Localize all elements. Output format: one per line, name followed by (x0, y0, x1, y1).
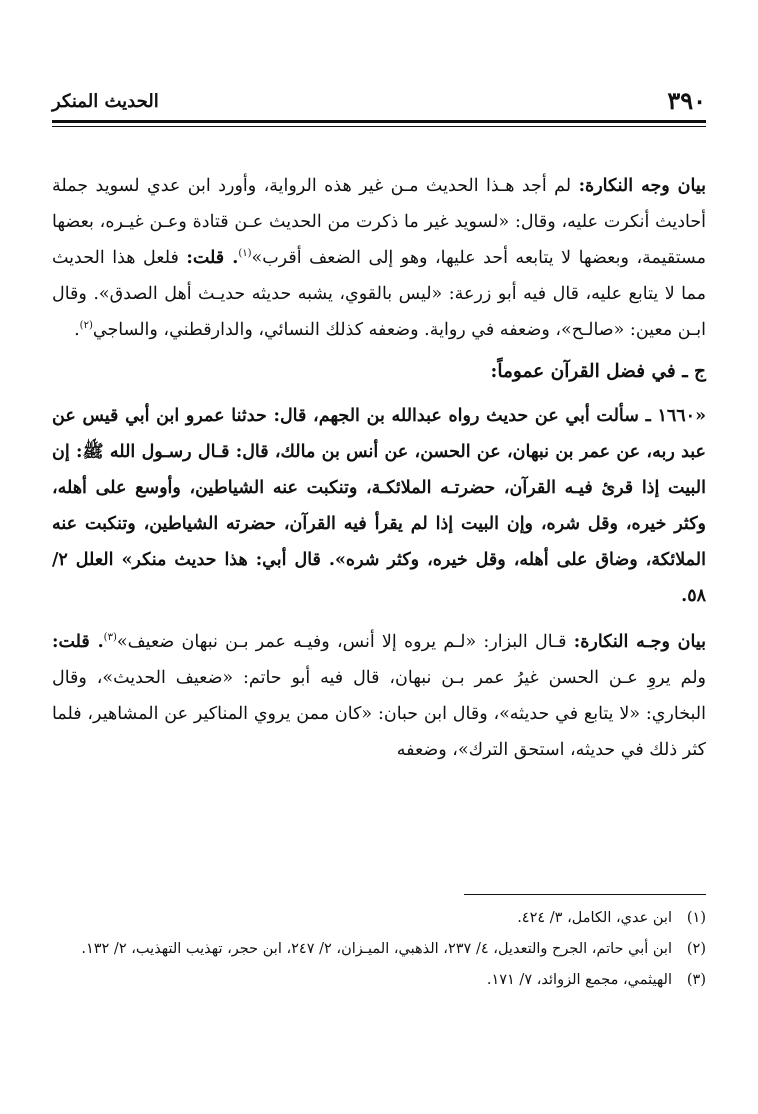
footnote-number: (١) (686, 910, 706, 926)
paragraph-1-end: . (74, 320, 80, 340)
footnote-2 (52, 936, 706, 963)
paragraph-3 (52, 624, 706, 768)
paragraph-1-text: لم أجد هـذا الحديث مـن غير هذه الرواية، وأورد ابن عدي لسويد جملة أحاديث أنكرت عليه، وقال: «لسويد غير ما ذكرت من الحديث عـن قتادة وعـن غيـره، بعضها مستقيمة، وبعضها لا يتابعه أحد عليها، وهو إلى الضعف أقرب» (52, 176, 706, 268)
footnote-1 (52, 905, 706, 932)
footnote-text: ابن عدي، الكامل، ٣/ ٤٢٤. (517, 910, 672, 926)
footnote-ref-3: (٣) (103, 632, 117, 644)
label-nakara: بيان وجه النكارة: (578, 176, 707, 196)
footnote-ref-2: (٢) (79, 320, 93, 332)
header-rule-thin (52, 126, 706, 127)
header-rule-thick (52, 120, 706, 123)
label-qultu: . قلت: (186, 248, 239, 268)
footnote-number: (٣) (686, 972, 706, 988)
section-heading: ج ـ في فضل القرآن عموماً: (490, 361, 706, 382)
label-qultu-2: . قلت: (52, 632, 104, 652)
main-text (52, 168, 706, 768)
paragraph-1-text-2: فلعل هذا الحديث مما لا يتابع عليه، قال فيه أبو زرعة: «ليس بالقوي، يشبه حديثه حديـث أهل الصدق». وقال ابـن معين: «صالـح»، وضعفه في رواية. وضعفه كذلك النسائي، والدارقطني، والساجي (52, 248, 706, 340)
footnote-ref-1: (١) (238, 248, 252, 260)
footnote-text: ابن أبي حاتم، الجرح والتعديل، ٤/ ٢٣٧، الذهبي، الميـزان، ٢/ ٢٤٧، ابن حجر، تهذيب التهذيب، ٢/ ١٣٢. (81, 941, 672, 957)
footnote-number: (٢) (686, 941, 706, 957)
running-title: الحديث المنكر (52, 91, 159, 112)
footnotes (52, 905, 706, 998)
book-page (52, 0, 706, 1114)
label-nakara-2: بيان وجـه النكارة: (573, 632, 706, 652)
page-header (52, 86, 706, 118)
paragraph-3-text-2: ولم يروِ عـن الحسن غيرُ عمر بـن نبهان، قال فيه أبو حاتم: «ضعيف الحديث»، وقال البخاري: «لا يتابع في حديثه»، وقال ابن حبان: «كان ممن يروي المناكير عن المشاهير، فلما كثر ذلك في حديثه، استحق الترك»، وضعفه (52, 668, 706, 760)
paragraph-1 (52, 168, 706, 348)
hadith-quote: «١٦٦٠ ـ سألت أبي عن حديث رواه عبدالله بن الجهم، قال: حدثنا عمرو ابن أبي قيس عن عبد ربه، عن عمر بن نبهان، عن الحسن، عن أنس بن مالك، قال: قـال رسـول الله ﷺ: إن البيت إذا قرئ فيـه القرآن، حضرتـه الملائكـة، وتنكبت عنه الشياطين، وأوسع على أهله، وكثر خيره، وقل شره، وإن البيت إذا لم يقرأ فيه القرآن، حضرته الشياطين، وتنكبت عنه الملائكة، وضاق على أهله، وقل خيره، وكثر شره». قال أبي: هذا حديث منكر» العلل ٢/ ٥٨. (52, 406, 706, 606)
footnote-3 (52, 967, 706, 994)
footnote-separator (464, 894, 706, 895)
footnote-text: الهيثمي، مجمع الزوائد، ٧/ ١٧١. (486, 972, 672, 988)
page-number: ٣٩٠ (667, 86, 706, 115)
paragraph-3-text: قـال البزار: «لـم يروه إلا أنس، وفيـه عمر بـن نبهان ضعيف» (116, 632, 574, 652)
